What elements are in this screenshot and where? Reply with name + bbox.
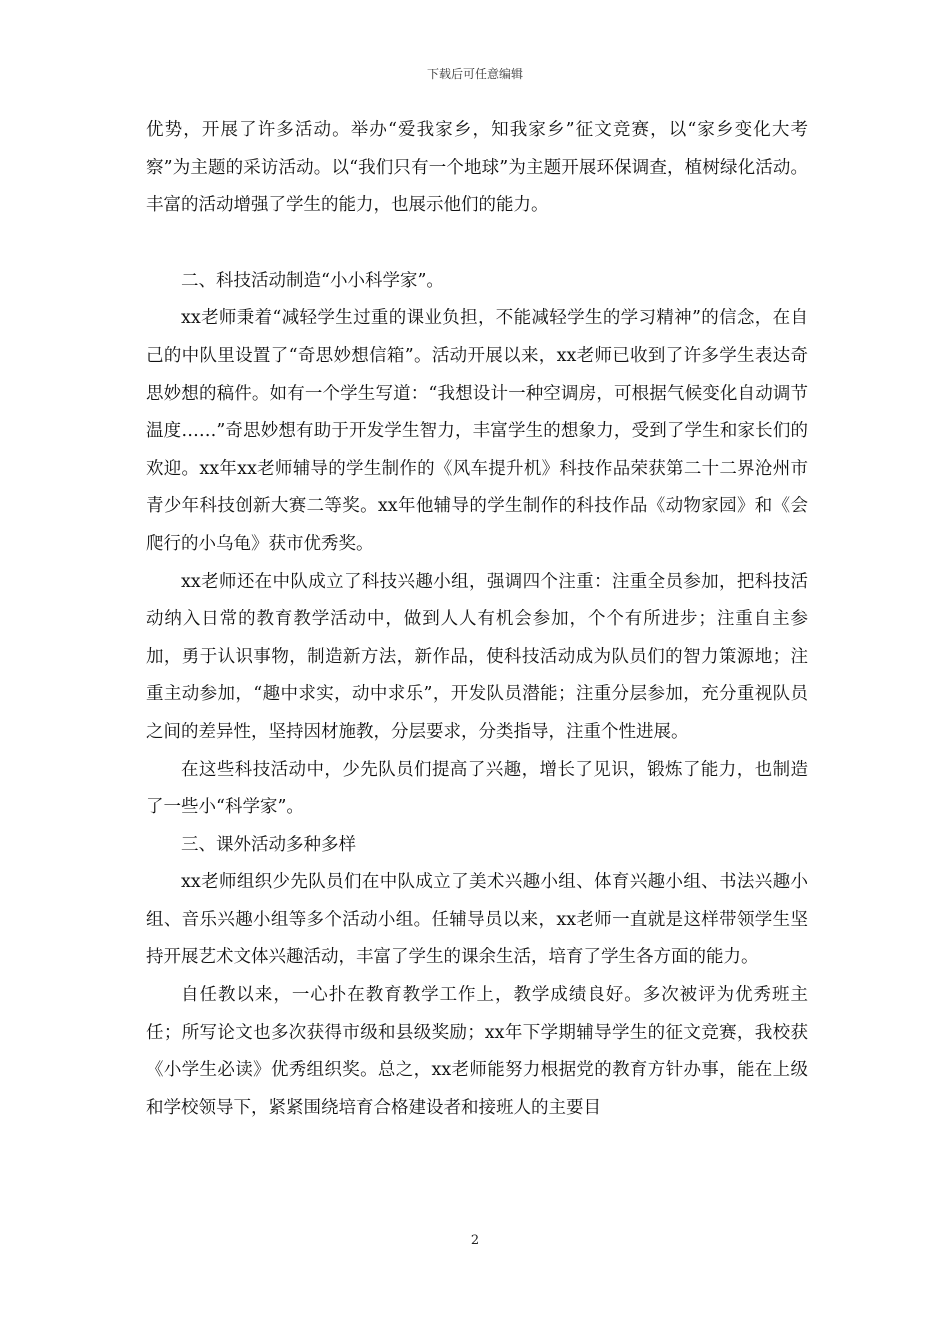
paragraph-teaching-summary: 自任教以来，一心扑在教育教学工作上，教学成绩良好。多次被评为优秀班主任；所写论文也多次获得市级和县级奖励；xx年下学期辅导学生的征文竞赛，我校获《小学生必读》优秀组织奖。总之，xx老师能努力根据党的教育方针办事，能在上级和学校领导下，紧紧围绕培育合格建设者和接班人的主要目 [146,985,808,1118]
section-heading-science: 二、科技活动制造“小小科学家”。 [181,270,444,291]
document-body [146,112,808,1127]
section-heading-extracurricular: 三、课外活动多种多样 [181,834,356,855]
paragraph-idea-mailbox: xx老师秉着“减轻学生过重的课业负担，不能减轻学生的学习精神”的信念，在自己的中队里设置了“奇思妙想信箱”。活动开展以来，xx老师已收到了许多学生表达奇思妙想的稿件。如有一个学生写道：“我想设计一种空调房，可根据气候变化自动调节温度……”奇思妙想有助于开发学生智力，丰富学生的想象力，受到了学生和家长们的欢迎。xx年xx老师辅导的学生制作的《风车提升机》科技作品荣获第二十二界沧州市青少年科技创新大赛二等奖。xx年他辅导的学生制作的科技作品《动物家园》和《会爬行的小乌龟》获市优秀奖。 [146,308,808,554]
paragraph-science-results: 在这些科技活动中，少先队员们提高了兴趣，增长了见识，锻炼了能力，也制造了一些小“科学家”。 [146,759,808,818]
page-number: 2 [470,1233,480,1248]
paragraph-science-group: xx老师还在中队成立了科技兴趣小组，强调四个注重：注重全员参加，把科技活动纳入日常的教育教学活动中，做到人人有机会参加，个个有所进步；注重自主参加，勇于认识事物，制造新方法，新作品，使科技活动成为队员们的智力策源地；注重主动参加，“趣中求实，动中求乐”，开发队员潜能；注重分层参加，充分重视队员之间的差异性，坚持因材施教，分层要求，分类指导，注重个性进展。 [146,571,808,742]
paragraph-activities-continued: 优势，开展了许多活动。举办“爱我家乡，知我家乡”征文竞赛，以“家乡变化大考察”为主题的采访活动。以“我们只有一个地球”为主题开展环保调查，植树绿化活动。丰富的活动增强了学生的能力，也展示他们的能力。 [146,120,808,216]
paragraph-interest-groups: xx老师组织少先队员们在中队成立了美术兴趣小组、体育兴趣小组、书法兴趣小组、音乐兴趣小组等多个活动小组。任辅导员以来，xx老师一直就是这样带领学生坚持开展艺术文体兴趣活动，丰富了学生的课余生活，培育了学生各方面的能力。 [146,872,808,968]
page-header: 下载后可任意编辑 [426,67,523,81]
blank-line [146,225,808,263]
